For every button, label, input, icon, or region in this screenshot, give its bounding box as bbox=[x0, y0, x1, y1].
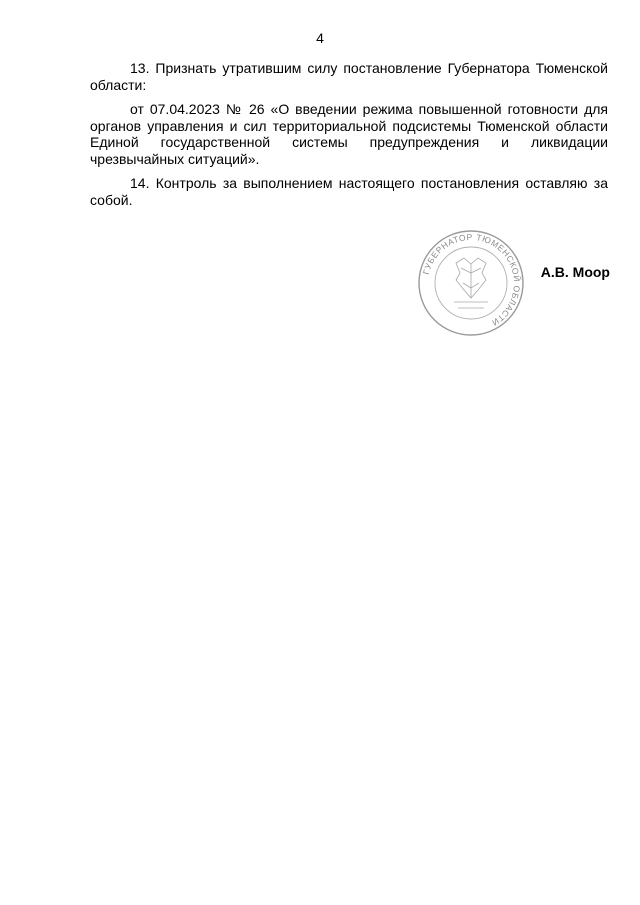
paragraph-14: 14. Контроль за выполнением настоящего постановления оставляю за собой. bbox=[90, 175, 608, 208]
paragraph-13: 13. Признать утратившим силу постановление Губернатора Тюменской области: bbox=[90, 60, 608, 93]
paragraph-decree-reference: от 07.04.2023 № 26 «О введении режима повышенной готовности для органов управления и сил территориальной подсистемы Тюменской области Единой государственной системы предупреждения и ликвидации чрезвычайных ситуаций». bbox=[90, 101, 608, 167]
signer-name: А.В. Моор bbox=[540, 264, 610, 280]
document-body bbox=[90, 60, 608, 216]
signature-block bbox=[410, 228, 610, 338]
page-number: 4 bbox=[316, 30, 324, 46]
official-seal bbox=[416, 228, 526, 338]
seal-text: ГУБЕРНАТОР ТЮМЕНСКОЙ ОБЛАСТИ bbox=[420, 231, 523, 329]
